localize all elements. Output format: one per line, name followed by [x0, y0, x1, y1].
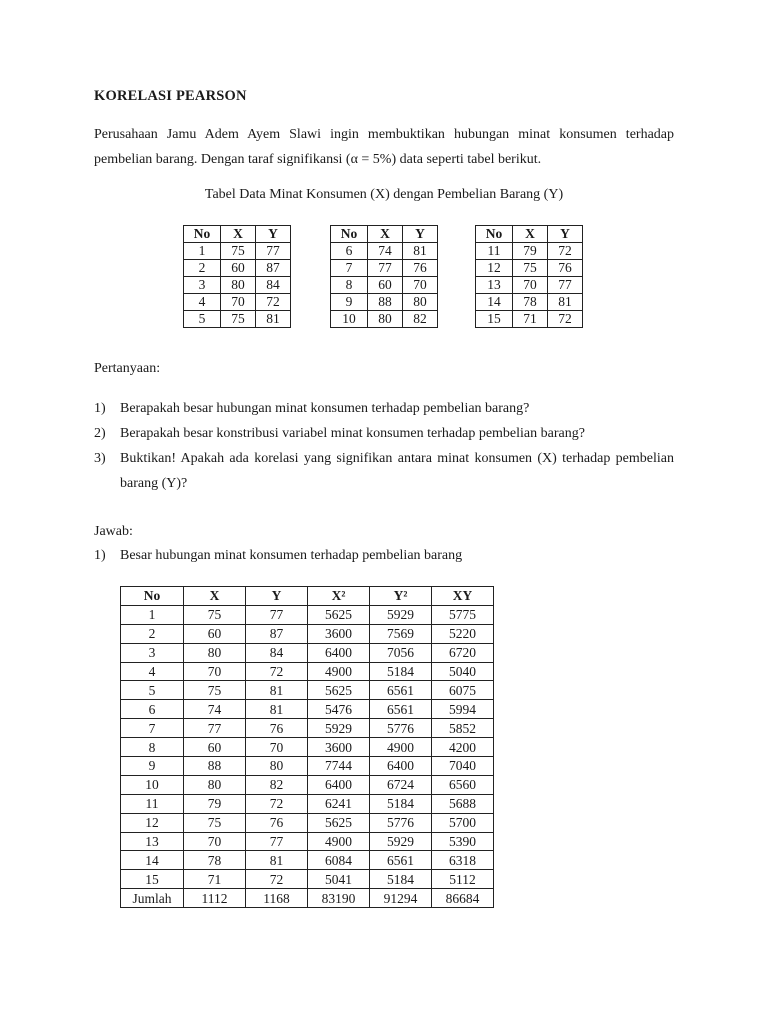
table-cell: 10 [121, 775, 184, 794]
table-row [121, 832, 494, 851]
table-cell: 81 [256, 311, 291, 328]
table-cell: 5688 [432, 794, 494, 813]
table-row [476, 294, 583, 311]
table-cell: 6724 [370, 775, 432, 794]
table-cell: 13 [476, 277, 513, 294]
table-cell: 75 [221, 311, 256, 328]
table-cell: 77 [368, 260, 403, 277]
table-cell: 75 [513, 260, 548, 277]
table-cell: 4900 [308, 832, 370, 851]
table-cell: 72 [246, 662, 308, 681]
intro-paragraph: Perusahaan Jamu Adem Ayem Slawi ingin membuktikan hubungan minat konsumen terhadap pembelian barang. Dengan taraf signifikansi (α = 5%) data seperti tabel berikut. [94, 127, 674, 167]
data-table-1 [183, 225, 291, 328]
table-cell: 1 [121, 605, 184, 624]
table-cell: 77 [548, 277, 583, 294]
table-cell: 70 [246, 738, 308, 757]
table-caption: Tabel Data Minat Konsumen (X) dengan Pembelian Barang (Y) [204, 187, 564, 202]
table-cell: 1 [184, 243, 221, 260]
table-row [476, 311, 583, 328]
table-cell: 5 [121, 681, 184, 700]
table-row [121, 738, 494, 757]
table-cell: 12 [476, 260, 513, 277]
table-cell: 7569 [370, 624, 432, 643]
table-cell: 5041 [308, 870, 370, 889]
table-cell: 7056 [370, 643, 432, 662]
answer-heading: Jawab: [94, 524, 133, 539]
table-cell: 60 [184, 624, 246, 643]
table-cell: 7040 [432, 757, 494, 776]
table-cell: 5776 [370, 719, 432, 738]
total-cell: Jumlah [121, 889, 184, 908]
table-cell: 11 [121, 794, 184, 813]
table-row [121, 719, 494, 738]
table-row [121, 757, 494, 776]
answer-item [94, 548, 462, 564]
total-cell: 1112 [184, 889, 246, 908]
total-cell: 1168 [246, 889, 308, 908]
table-row [476, 243, 583, 260]
table-row [331, 243, 438, 260]
table-cell: 76 [246, 719, 308, 738]
table-cell: 77 [246, 832, 308, 851]
table-cell: 6 [331, 243, 368, 260]
table-cell: 74 [368, 243, 403, 260]
table-cell: 4 [121, 662, 184, 681]
table-cell: 6400 [370, 757, 432, 776]
table-cell: 72 [246, 794, 308, 813]
table-cell: 3600 [308, 738, 370, 757]
table-cell: 7 [331, 260, 368, 277]
table-row [121, 624, 494, 643]
table-row [331, 277, 438, 294]
column-header: X² [308, 587, 370, 606]
table-cell: 80 [184, 775, 246, 794]
table-cell: 77 [184, 719, 246, 738]
table-cell: 5625 [308, 813, 370, 832]
table-cell: 6075 [432, 681, 494, 700]
table-cell: 60 [368, 277, 403, 294]
table-cell: 9 [121, 757, 184, 776]
table-row [184, 260, 291, 277]
table-row [121, 775, 494, 794]
data-table-2 [330, 225, 438, 328]
table-header-row [121, 587, 494, 606]
table-cell: 6561 [370, 681, 432, 700]
table-cell: 4 [184, 294, 221, 311]
table-cell: 70 [184, 662, 246, 681]
answer-number: 1) [94, 548, 106, 563]
table-cell: 84 [246, 643, 308, 662]
table-cell: 2 [184, 260, 221, 277]
table-cell: 14 [121, 851, 184, 870]
table-row [476, 260, 583, 277]
table-cell: 15 [121, 870, 184, 889]
table-cell: 6720 [432, 643, 494, 662]
table-cell: 81 [246, 700, 308, 719]
table-cell: 8 [121, 738, 184, 757]
table-cell: 88 [368, 294, 403, 311]
table-cell: 5184 [370, 794, 432, 813]
table-row [121, 662, 494, 681]
table-cell: 70 [184, 832, 246, 851]
table-cell: 7744 [308, 757, 370, 776]
table-cell: 3 [121, 643, 184, 662]
question-number: 1) [94, 401, 106, 416]
column-header: X [221, 226, 256, 243]
table-cell: 76 [246, 813, 308, 832]
table-row [121, 851, 494, 870]
table-cell: 6561 [370, 851, 432, 870]
table-cell: 87 [256, 260, 291, 277]
table-cell: 9 [331, 294, 368, 311]
table-cell: 5700 [432, 813, 494, 832]
table-cell: 5184 [370, 662, 432, 681]
table-cell: 5625 [308, 681, 370, 700]
table-cell: 72 [548, 311, 583, 328]
table-cell: 5929 [308, 719, 370, 738]
table-row [331, 260, 438, 277]
table-cell: 79 [184, 794, 246, 813]
table-cell: 6084 [308, 851, 370, 870]
question-text: Berapakah besar hubungan minat konsumen terhadap pembelian barang? [120, 401, 530, 416]
table-cell: 76 [548, 260, 583, 277]
table-cell: 7 [121, 719, 184, 738]
data-table-3 [475, 225, 583, 328]
table-row [121, 813, 494, 832]
column-header: X [184, 587, 246, 606]
question-text: Buktikan! Apakah ada korelasi yang signifikan antara minat konsumen (X) terhadap pembelian barang (Y)? [120, 451, 674, 491]
table-cell: 14 [476, 294, 513, 311]
table-cell: 6561 [370, 700, 432, 719]
table-header-row [184, 226, 291, 243]
table-cell: 72 [246, 870, 308, 889]
table-row [476, 277, 583, 294]
table-row [121, 643, 494, 662]
column-header: No [184, 226, 221, 243]
table-row [121, 870, 494, 889]
table-cell: 4900 [370, 738, 432, 757]
table-cell: 81 [548, 294, 583, 311]
table-cell: 6318 [432, 851, 494, 870]
table-cell: 87 [246, 624, 308, 643]
table-cell: 80 [221, 277, 256, 294]
table-cell: 5112 [432, 870, 494, 889]
table-cell: 5625 [308, 605, 370, 624]
column-header: X [513, 226, 548, 243]
column-header: Y [256, 226, 291, 243]
table-cell: 70 [221, 294, 256, 311]
table-cell: 4900 [308, 662, 370, 681]
table-cell: 5390 [432, 832, 494, 851]
column-header: Y [246, 587, 308, 606]
table-row [184, 277, 291, 294]
column-header: Y [548, 226, 583, 243]
total-cell: 83190 [308, 889, 370, 908]
table-cell: 88 [184, 757, 246, 776]
column-header: Y² [370, 587, 432, 606]
table-cell: 75 [221, 243, 256, 260]
column-header: X [368, 226, 403, 243]
table-cell: 5994 [432, 700, 494, 719]
question-item [94, 396, 674, 421]
column-header: XY [432, 587, 494, 606]
table-row [184, 243, 291, 260]
table-cell: 80 [368, 311, 403, 328]
table-row [121, 794, 494, 813]
table-cell: 72 [256, 294, 291, 311]
question-number: 2) [94, 426, 106, 441]
question-item [94, 421, 674, 446]
table-cell: 72 [548, 243, 583, 260]
table-cell: 80 [403, 294, 438, 311]
answer-text: Besar hubungan minat konsumen terhadap pembelian barang [120, 548, 463, 563]
table-header-row [476, 226, 583, 243]
table-cell: 5775 [432, 605, 494, 624]
table-total-row [121, 889, 494, 908]
questions-heading: Pertanyaan: [94, 361, 161, 376]
table-row [184, 294, 291, 311]
column-header: Y [403, 226, 438, 243]
document-title: KORELASI PEARSON [94, 88, 247, 104]
table-cell: 11 [476, 243, 513, 260]
table-cell: 81 [403, 243, 438, 260]
table-cell: 3 [184, 277, 221, 294]
table-cell: 71 [513, 311, 548, 328]
table-cell: 6 [121, 700, 184, 719]
questions-list [94, 396, 674, 496]
table-row [331, 311, 438, 328]
column-header: No [121, 587, 184, 606]
table-cell: 79 [513, 243, 548, 260]
table-cell: 5476 [308, 700, 370, 719]
table-cell: 5 [184, 311, 221, 328]
table-cell: 5929 [370, 605, 432, 624]
table-row [121, 700, 494, 719]
table-cell: 60 [221, 260, 256, 277]
table-cell: 81 [246, 851, 308, 870]
table-cell: 78 [184, 851, 246, 870]
table-cell: 6400 [308, 643, 370, 662]
table-cell: 71 [184, 870, 246, 889]
table-cell: 75 [184, 681, 246, 700]
table-cell: 77 [246, 605, 308, 624]
table-cell: 81 [246, 681, 308, 700]
table-cell: 84 [256, 277, 291, 294]
table-cell: 74 [184, 700, 246, 719]
column-header: No [476, 226, 513, 243]
table-cell: 5852 [432, 719, 494, 738]
table-cell: 78 [513, 294, 548, 311]
question-item [94, 446, 674, 496]
total-cell: 91294 [370, 889, 432, 908]
table-cell: 80 [246, 757, 308, 776]
table-cell: 6241 [308, 794, 370, 813]
table-header-row [331, 226, 438, 243]
total-cell: 86684 [432, 889, 494, 908]
table-cell: 75 [184, 605, 246, 624]
table-cell: 5220 [432, 624, 494, 643]
table-cell: 77 [256, 243, 291, 260]
table-cell: 12 [121, 813, 184, 832]
table-cell: 5929 [370, 832, 432, 851]
table-cell: 80 [184, 643, 246, 662]
table-row [121, 681, 494, 700]
table-cell: 5184 [370, 870, 432, 889]
table-cell: 13 [121, 832, 184, 851]
table-cell: 82 [246, 775, 308, 794]
table-cell: 76 [403, 260, 438, 277]
column-header: No [331, 226, 368, 243]
table-row [184, 311, 291, 328]
table-cell: 70 [403, 277, 438, 294]
table-cell: 5040 [432, 662, 494, 681]
table-cell: 15 [476, 311, 513, 328]
table-cell: 82 [403, 311, 438, 328]
table-cell: 70 [513, 277, 548, 294]
table-cell: 3600 [308, 624, 370, 643]
table-cell: 4200 [432, 738, 494, 757]
table-cell: 5776 [370, 813, 432, 832]
table-cell: 75 [184, 813, 246, 832]
calculation-table [120, 586, 494, 908]
table-row [121, 605, 494, 624]
table-cell: 10 [331, 311, 368, 328]
question-number: 3) [94, 451, 106, 466]
question-text: Berapakah besar konstribusi variabel minat konsumen terhadap pembelian barang? [120, 426, 585, 441]
table-cell: 6560 [432, 775, 494, 794]
table-cell: 2 [121, 624, 184, 643]
table-cell: 8 [331, 277, 368, 294]
table-cell: 6400 [308, 775, 370, 794]
table-row [331, 294, 438, 311]
table-cell: 60 [184, 738, 246, 757]
